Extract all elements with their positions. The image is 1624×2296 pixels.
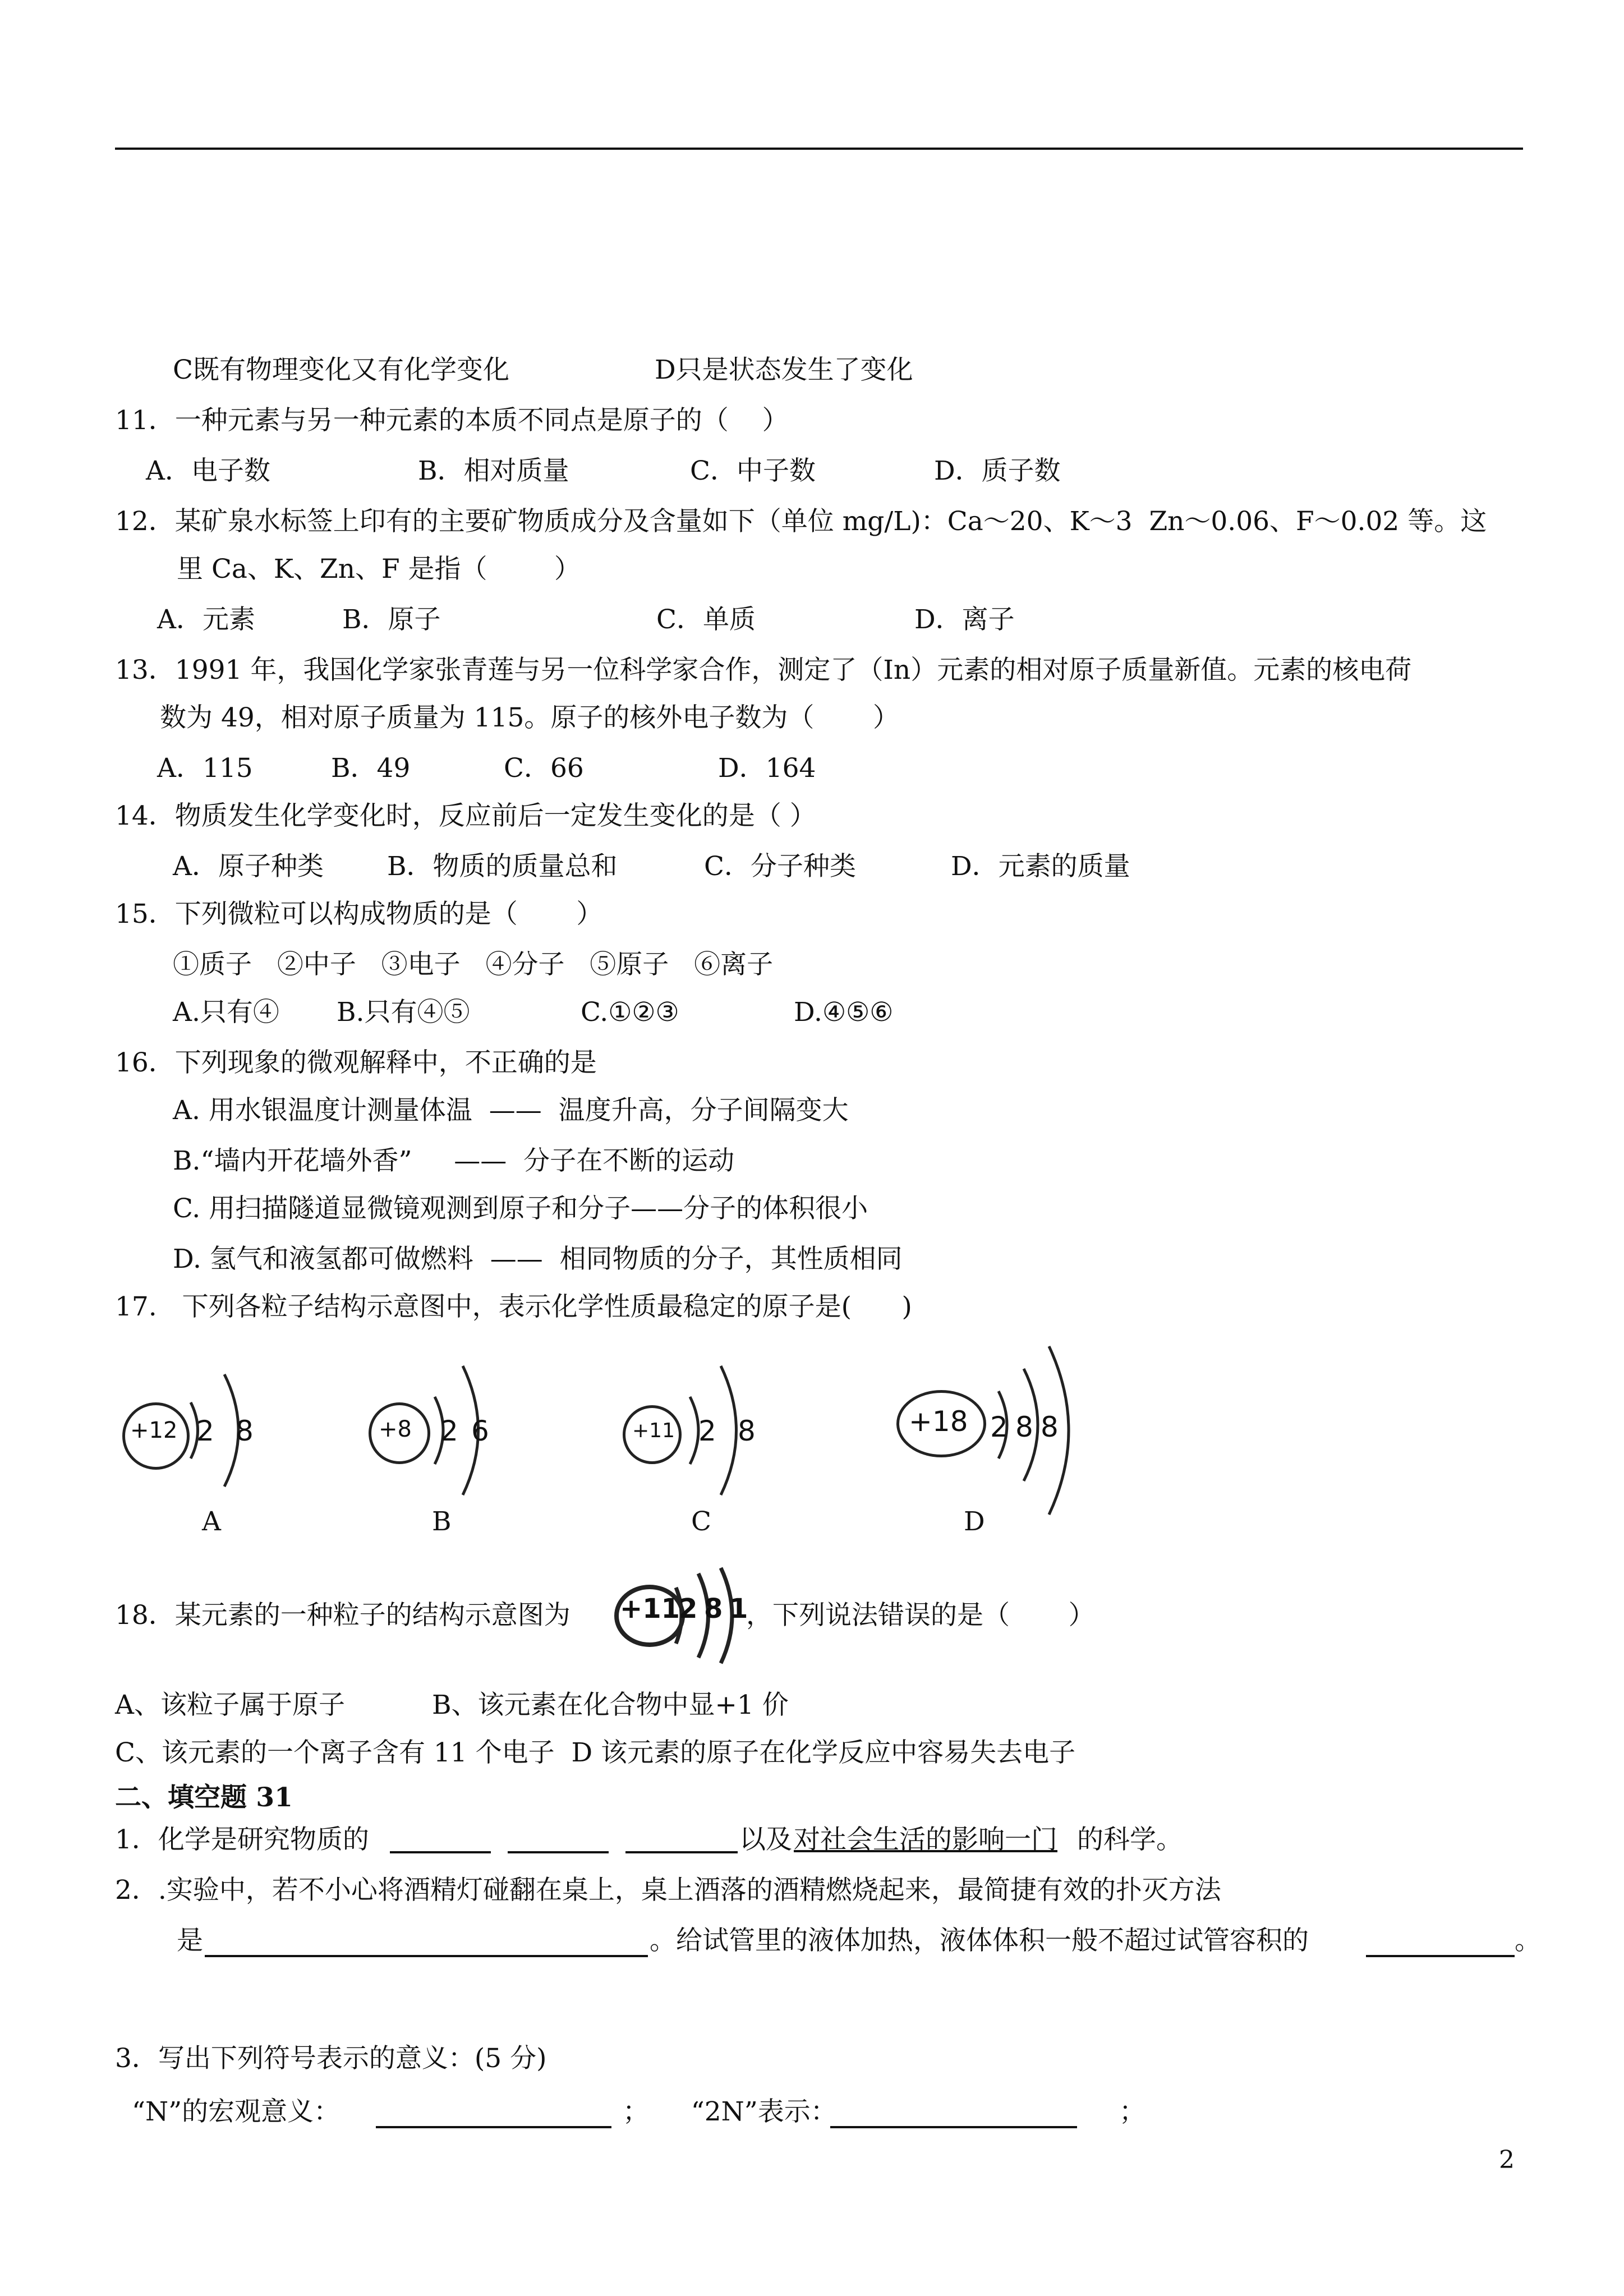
q18-options-c-d: C、该元素的一个离子含有 11 个电子 D 该元素的原子在化学反应中容易失去电子: [115, 1737, 1076, 1768]
fill-3-heading: 3．写出下列符号表示的意义：(5 分): [115, 2043, 547, 2074]
q12-option-b: B．原子: [342, 604, 441, 635]
question-17: 17. 下列各粒子结构示意图中，表示化学性质最稳定的原子是( ): [115, 1291, 912, 1322]
shell-2-electrons: 8: [738, 1415, 756, 1447]
nucleus-charge: +11: [620, 1593, 680, 1625]
fill-3-blank-1[interactable]: [376, 2126, 611, 2128]
q13-option-a: A．115: [157, 753, 253, 784]
shell-2-electrons: 8: [704, 1593, 723, 1625]
q15-option-b: B.只有④⑤: [337, 997, 470, 1028]
fill-3-blank-2[interactable]: [830, 2126, 1077, 2128]
shell-3-electrons: 8: [1041, 1411, 1059, 1443]
question-15: 15．下列微粒可以构成物质的是（ ）: [115, 899, 603, 930]
q18-option-b: B、该元素在化合物中显+1 价: [432, 1690, 789, 1720]
nucleus-charge: +12: [130, 1418, 178, 1443]
fill-3-n-meaning: “N”的宏观意义：: [132, 2096, 341, 2127]
q14-option-d: D．元素的质量: [951, 851, 1130, 882]
shell-1-electrons: 2: [196, 1415, 214, 1447]
question-16: 16．下列现象的微观解释中，不正确的是: [115, 1047, 597, 1078]
fill-1-prefix: 1．化学是研究物质的: [115, 1824, 369, 1855]
fill-3-end: ；: [1119, 2096, 1145, 2127]
fill-2-prefix: 是: [177, 1925, 203, 1956]
shell-2-electrons: 8: [236, 1415, 254, 1447]
q16-option-a: A. 用水银温度计测量体温 —— 温度升高，分子间隔变大: [173, 1095, 849, 1126]
shell-2-electrons: 8: [1015, 1411, 1033, 1443]
q13-option-b: B．49: [331, 753, 411, 784]
q14-option-b: B．物质的质量总和: [387, 851, 618, 882]
diagram-label-c: C: [691, 1506, 711, 1537]
nucleus-charge: +8: [379, 1416, 412, 1442]
q16-option-d: D. 氢气和液氢都可做燃料 —— 相同物质的分子，其性质相同: [173, 1244, 903, 1274]
q12-option-c: C．单质: [656, 604, 756, 635]
q13-option-c: C．66: [504, 753, 584, 784]
fill-1-blank-3[interactable]: [625, 1851, 738, 1853]
q11-option-c: C．中子数: [690, 455, 816, 486]
q15-particles: ①质子 ②中子 ③电子 ④分子 ⑤原子 ⑥离子: [173, 949, 774, 980]
q15-option-d: D.④⑤⑥: [794, 997, 894, 1028]
shell-1-electrons: 2: [440, 1415, 458, 1447]
q18-option-a: A、该粒子属于原子: [115, 1690, 345, 1720]
question-13-line1: 13．1991 年，我国化学家张青莲与另一位科学家合作，测定了（In）元素的相对原子质量新值。元素的核电荷: [115, 655, 1412, 685]
nucleus-charge: +11: [632, 1419, 675, 1442]
fill-2-blank-1[interactable]: [205, 1955, 648, 1957]
page-number: 2: [1499, 2146, 1515, 2174]
shell-2-electrons: 6: [471, 1415, 489, 1447]
q10-option-c: C既有物理变化又有化学变化: [173, 355, 509, 385]
question-13-line2: 数为 49，相对原子质量为 115。原子的核外电子数为（ ）: [160, 702, 899, 733]
diagram-label-d: D: [964, 1506, 985, 1537]
shell-3-electrons: 1: [729, 1593, 748, 1625]
q15-option-c: C.①②③: [581, 997, 679, 1028]
shell-1-electrons: 2: [990, 1411, 1008, 1443]
fill-1-underlined: 对社会生活的影响一门: [794, 1824, 1057, 1855]
section-2-heading: 二、填空题 31: [115, 1782, 293, 1813]
q13-option-d: D．164: [718, 753, 816, 784]
header-rule: [115, 148, 1523, 150]
q15-option-a: A.只有④: [173, 997, 279, 1028]
diagram-label-a: A: [202, 1506, 221, 1537]
q16-option-b: B.“墙内开花墙外香” —— 分子在不断的运动: [173, 1145, 735, 1176]
shell-1-electrons: 2: [679, 1593, 698, 1625]
fill-1-blank-1[interactable]: [390, 1851, 491, 1853]
q10-option-d: D只是状态发生了变化: [655, 355, 913, 385]
fill-1-blank-2[interactable]: [508, 1851, 609, 1853]
fill-3-2n-label: ； “2N”表示：: [623, 2096, 837, 2127]
fill-2-suffix: 。: [1515, 1925, 1541, 1956]
q16-option-c: C. 用扫描隧道显微镜观测到原子和分子——分子的体积很小: [173, 1193, 868, 1224]
question-18-suffix: ，下列说法错误的是（ ）: [746, 1600, 1095, 1631]
fill-2-line1: 2．.实验中，若不小心将酒精灯碰翻在桌上，桌上酒落的酒精燃烧起来，最简捷有效的扑灭方法: [115, 1875, 1221, 1906]
shell-1-electrons: 2: [698, 1415, 716, 1447]
question-18-prefix: 18．某元素的一种粒子的结构示意图为: [115, 1600, 571, 1631]
question-14: 14．物质发生化学变化时，反应前后一定发生变化的是（ ）: [115, 800, 816, 831]
question-12-line2: 里 Ca、K、Zn、F 是指（ ）: [177, 554, 581, 585]
q12-option-a: A．元素: [157, 604, 255, 635]
diagram-label-b: B: [432, 1506, 452, 1537]
q11-option-a: A．电子数: [146, 455, 270, 486]
fill-1-suffix: 的科学。: [1077, 1824, 1183, 1855]
fill-2-blank-2[interactable]: [1366, 1955, 1515, 1957]
q11-option-d: D．质子数: [934, 455, 1061, 486]
question-11: 11．一种元素与另一种元素的本质不同点是原子的（ ）: [115, 405, 789, 436]
q12-option-d: D．离子: [914, 604, 1015, 635]
electron-shell-arcs: [990, 1341, 1136, 1520]
nucleus-charge: +18: [909, 1405, 968, 1438]
q14-option-a: A．原子种类: [173, 851, 324, 882]
fill-2-middle: 。给试管里的液体加热，液体体积一般不超过试管容积的: [650, 1925, 1309, 1956]
fill-1-middle: 以及: [739, 1824, 792, 1855]
q11-option-b: B．相对质量: [418, 455, 569, 486]
question-12-line1: 12．某矿泉水标签上印有的主要矿物质成分及含量如下（单位 mg/L)：Ca～20、K～3 Zn～0.06、F～0.02 等。这: [115, 506, 1487, 537]
q14-option-c: C．分子种类: [704, 851, 856, 882]
